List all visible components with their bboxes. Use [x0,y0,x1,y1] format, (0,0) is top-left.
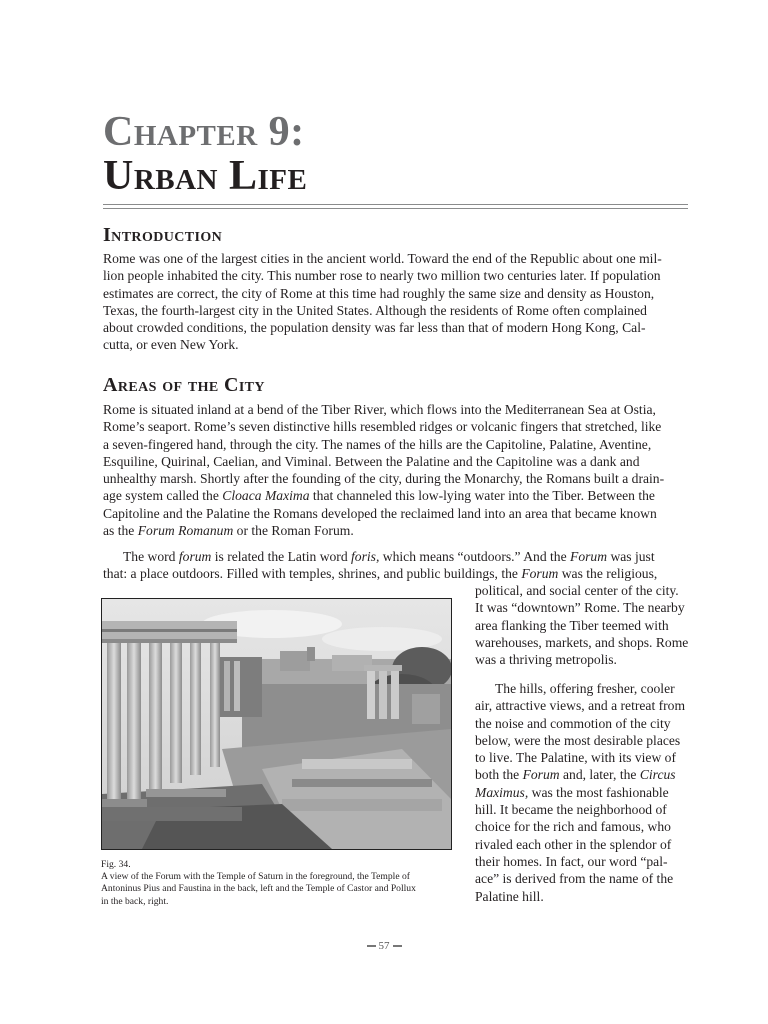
chapter-name: Urban Life [103,153,308,199]
text-line: air, attractive views, and a retreat from [475,698,686,714]
title-rule-top [103,204,688,205]
chapter-title [103,110,307,198]
caption-line: Antoninus Pius and Faustina in the back, left and the Temple of Castor and Pollux [101,883,416,895]
forum-paragraph-full-lines [103,548,688,583]
text-line: Rome was one of the largest cities in the ancient world. Toward the end of the Republic about one mil- [103,251,662,266]
text-line [103,565,688,582]
text-line [103,548,688,565]
italic-term-cloaca-maxima: Cloaca Maxima [222,488,310,504]
figure-label: Fig. 34. [101,859,131,870]
text-line: the noise and commotion of the city [475,715,671,731]
text-line [475,766,689,783]
text-line: Palatine hill. [475,888,544,904]
text-line: cutta, or even New York. [103,337,239,353]
text-line: unhealthy marsh. Shortly after the founding of the city, during the Monarchy, the Romans built a drain- [103,471,665,487]
text-line: a seven-fingered hand, through the city. The names of the hills are the Capitoline, Palatine, Aventine, [103,436,652,452]
forum-photo [101,598,452,850]
text-line: area flanking the Tiber teemed with [475,617,669,633]
chapter-number: Chapter 9: [103,109,305,155]
text-line: Esquiline, Quirinal, Caelian, and Viminal. Between the Palatine and the Capitoline was a dank and [103,453,640,469]
italic-term-forum-romanum: Forum Romanum [137,523,234,539]
text-line: was a thriving metropolis. [475,652,617,668]
text-run: age system called the [103,488,223,504]
hills-paragraph [475,680,689,905]
page-number [0,940,768,952]
italic-term: Circus [639,767,676,783]
text-run: both the [475,767,523,783]
forum-paragraph-right-column [475,582,689,668]
text-line: It was “downtown” Rome. The nearby [475,600,685,616]
text-run: was the religious, [558,566,658,582]
text-line: The hills, offering fresher, cooler [495,681,675,696]
text-run: is related the Latin word [211,549,352,564]
figure-caption [101,859,456,908]
text-line: below, were the most desirable places [475,732,681,748]
text-line: warehouses, markets, and shops. Rome [475,634,689,650]
text-run: that: a place outdoors. Filled with temples, shrines, and public buildings, the [103,566,522,582]
text-run: which means “outdoors.” And the [379,549,571,564]
caption-line: A view of the Forum with the Temple of Saturn in the foreground, the Temple of [101,871,410,883]
text-line [103,522,688,539]
italic-term: Maximus, [475,784,529,800]
title-rule-bottom [103,208,688,209]
caption-line: in the back, right. [101,895,169,907]
text-run: was just [607,549,655,564]
text-line: Texas, the fourth-largest city in the United States. Although the residents of Rome often complained [103,302,647,318]
page-number-dash-left [367,945,376,947]
italic-term: Forum [521,566,559,582]
text-run: and, later, the [559,767,640,783]
introduction-paragraph [103,250,688,354]
italic-term: forum [178,549,212,564]
text-line: their homes. In fact, our word “pal- [475,853,668,869]
text-line: lion people inhabited the city. This number rose to nearly two million two centuries later. If population [103,268,661,284]
text-line: hill. It became the neighborhood of [475,802,667,818]
section-heading-areas: Areas of the City [103,374,265,396]
section-heading-introduction: Introduction [103,224,223,246]
text-line: choice for the rich and famous, who [475,819,671,835]
italic-term: Forum [522,767,560,783]
text-line [103,487,688,504]
text-line: to live. The Palatine, with its view of [475,750,676,766]
areas-paragraph [103,401,688,539]
text-run: that channeled this low-lying water into the Tiber. Between the [309,488,655,504]
page-number-value: 57 [378,940,390,952]
page-number-dash-right [393,945,402,947]
text-line: Rome’s seaport. Rome’s seven distinctive hills resembled ridges or volcanic fingers that stretched, like [103,419,662,435]
text-run: as the [103,523,138,539]
text-line: rivaled each other in the splendor of [475,836,672,852]
forum-photo-illustration [102,599,451,849]
text-line: political, and social center of the city. [475,583,679,598]
text-line: ace” is derived from the name of the [475,871,674,887]
italic-term: foris, [351,549,380,564]
text-line [475,784,689,801]
text-run: or the Roman Forum. [233,523,354,539]
text-line: estimates are correct, the city of Rome at this time had roughly the same size and density as Houston, [103,285,655,301]
text-line: Rome is situated inland at a bend of the Tiber River, which flows into the Mediterranean Sea at Ostia, [103,402,656,417]
text-line: about crowded conditions, the population density was far less than that of modern Hong Kong, Cal- [103,320,646,336]
italic-term: Forum [570,549,608,564]
text-run: was the most fashionable [528,784,669,800]
text-line: Capitoline and the Palatine the Romans developed the reclaimed land into an area that became known [103,505,657,521]
text-run: The word [123,549,179,564]
